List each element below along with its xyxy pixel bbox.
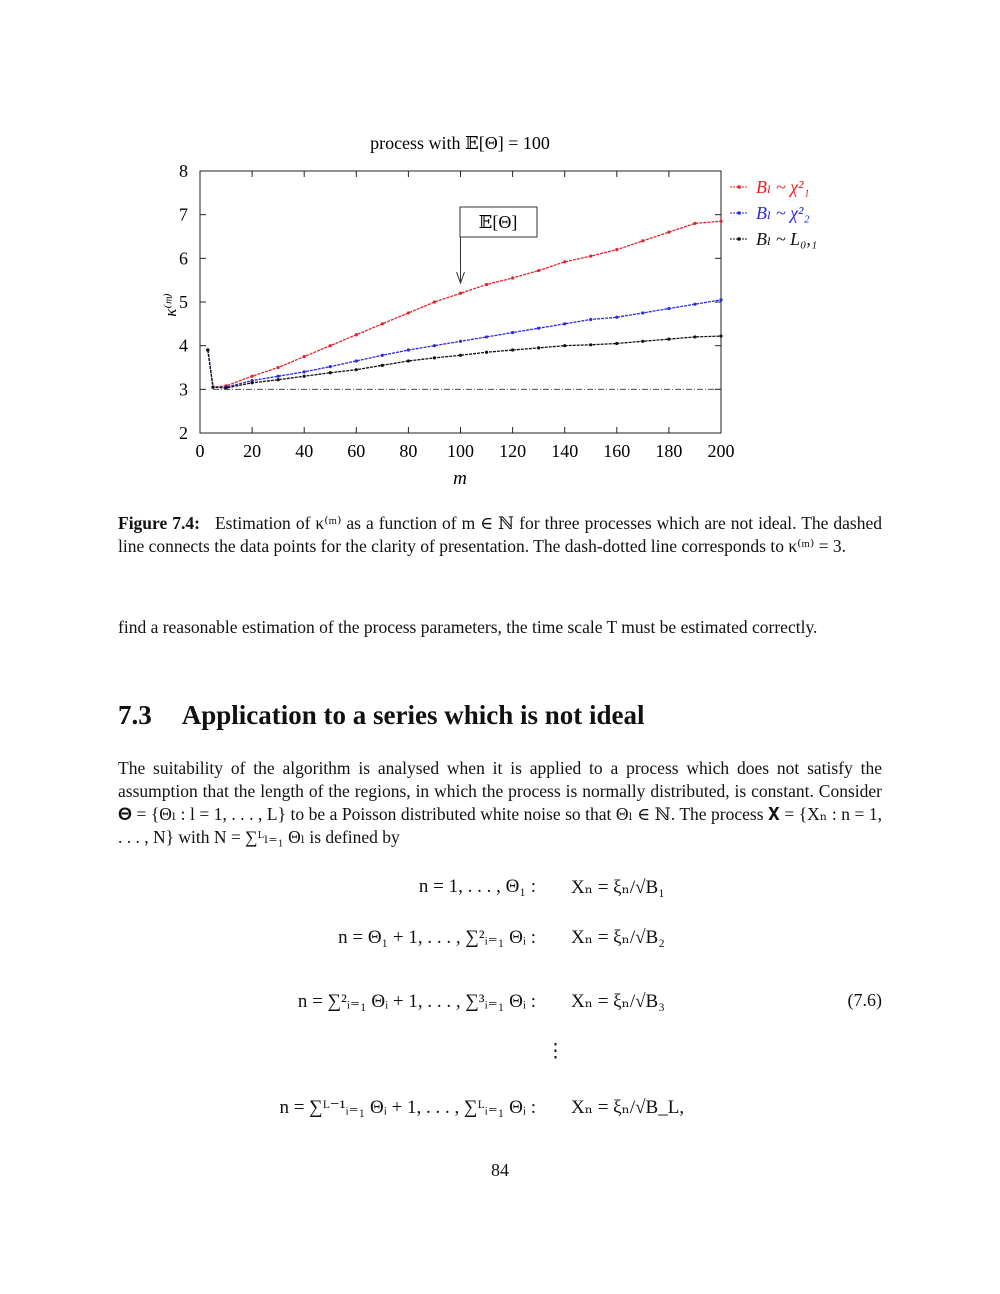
data-point [563, 344, 566, 347]
data-point [303, 370, 306, 373]
equation-rhs: Xₙ = ξₙ/√B₁ [571, 877, 665, 898]
data-point [355, 359, 358, 362]
vertical-ellipsis: ⋮ [546, 1041, 565, 1062]
y-tick-label: 6 [179, 248, 188, 269]
data-point [641, 239, 644, 242]
figure-caption [118, 512, 882, 558]
equation-lhs: n = Θ₁ + 1, . . . , ∑²ᵢ₌₁ Θᵢ : [338, 927, 536, 948]
section-heading [118, 700, 645, 731]
data-point [667, 338, 670, 341]
data-point [329, 344, 332, 347]
data-point [211, 386, 214, 389]
series-line [208, 336, 721, 388]
data-point [511, 276, 514, 279]
caption-text: Estimation of κ⁽ᵐ⁾ as a function of m ∈ ℕ for three processes which are not ideal. The dashed line connects the data points for the clarity of presentation. The dash-dotted line corresponds to κ⁽ᵐ⁾ = 3. [118, 513, 883, 556]
x-tick-label: 100 [447, 441, 474, 461]
data-point [615, 248, 618, 251]
x-tick-label: 180 [655, 441, 683, 461]
data-point [641, 340, 644, 343]
data-point [381, 354, 384, 357]
data-point [329, 371, 332, 374]
caption-label: Figure 7.4: [118, 513, 200, 533]
x-axis-label: m [453, 468, 467, 489]
data-point [615, 342, 618, 345]
legend-entry: Bₗ ~ χ²₂ [756, 203, 810, 223]
equation-number: (7.6) [847, 990, 882, 1010]
data-point [277, 378, 280, 381]
data-point [537, 346, 540, 349]
data-point [719, 220, 722, 223]
data-point [719, 298, 722, 301]
data-point [693, 303, 696, 306]
chart-title: process with 𝔼[Θ] = 100 [370, 133, 550, 153]
series-line [208, 221, 721, 387]
data-point [459, 354, 462, 357]
data-point [303, 355, 306, 358]
x-tick-label: 80 [399, 441, 418, 461]
data-point [381, 364, 384, 367]
data-point [693, 222, 696, 225]
equation-lhs: n = 1, . . . , Θ₁ : [418, 876, 536, 897]
x-tick-label: 20 [243, 441, 262, 461]
data-point [667, 307, 670, 310]
legend-marker [737, 211, 741, 215]
section-number: 7.3 [118, 700, 152, 730]
data-point [407, 311, 410, 314]
data-point [355, 333, 358, 336]
data-point [641, 311, 644, 314]
data-point [537, 327, 540, 330]
data-point [485, 351, 488, 354]
data-point [589, 343, 592, 346]
equation-rhs: Xₙ = ξₙ/√B₂ [571, 927, 665, 948]
data-point [693, 335, 696, 338]
data-point [355, 368, 358, 371]
y-tick-label: 8 [179, 161, 188, 181]
data-point [485, 335, 488, 338]
x-tick-label: 0 [195, 441, 205, 461]
y-tick-label: 2 [179, 423, 188, 443]
data-point [251, 375, 254, 378]
page-number: 84 [491, 1160, 509, 1180]
data-point [206, 348, 209, 351]
data-point [563, 260, 566, 263]
x-tick-label: 200 [707, 441, 735, 461]
equation-rhs: Xₙ = ξₙ/√B_L, [571, 1097, 685, 1118]
y-tick-label: 3 [179, 379, 188, 400]
equation-lhs: n = ∑²ᵢ₌₁ Θᵢ + 1, . . . , ∑³ᵢ₌₁ Θᵢ : [297, 991, 536, 1012]
equation-rhs: Xₙ = ξₙ/√B₃ [571, 991, 665, 1012]
x-tick-label: 120 [499, 441, 527, 461]
y-tick-label: 5 [179, 292, 188, 312]
data-point [511, 331, 514, 334]
x-tick-label: 160 [603, 441, 631, 461]
data-point [589, 318, 592, 321]
data-point [433, 344, 436, 347]
x-tick-label: 40 [295, 441, 314, 461]
data-point [303, 375, 306, 378]
data-point [511, 348, 514, 351]
x-tick-label: 60 [347, 441, 366, 461]
chart [0, 0, 1000, 500]
y-tick-label: 4 [179, 335, 188, 356]
data-point [381, 322, 384, 325]
equation-lhs: n = ∑ᴸ⁻¹ᵢ₌₁ Θᵢ + 1, . . . , ∑ᴸᵢ₌₁ Θᵢ : [279, 1097, 536, 1118]
data-point [277, 366, 280, 369]
data-point [589, 255, 592, 258]
data-point [329, 365, 332, 368]
data-point [407, 359, 410, 362]
y-axis-label: κ⁽ᵐ⁾ [161, 293, 180, 317]
data-point [719, 334, 722, 337]
data-point [485, 283, 488, 286]
annotation-label: 𝔼[Θ] [478, 212, 518, 232]
paragraph: The suitability of the algorithm is analysed when it is applied to a process which does not satisfy the assumption that the length of the regions, in which the process is normally distributed, is constant. Consider 𝚯 = {Θₗ : l = 1, . . . , L} to be a Poisson distributed white noise so that Θₗ ∈ ℕ. The process 𝐗 = {Xₙ : n = 1, . . . , N} with N = ∑ᴸₗ₌₁ Θₗ is defined by [118, 758, 882, 847]
legend-entry: Bₗ ~ L₀,₁ [756, 229, 818, 249]
data-point [277, 375, 280, 378]
data-point [667, 231, 670, 234]
data-point [224, 386, 227, 389]
x-tick-label: 140 [551, 441, 579, 461]
data-point [251, 381, 254, 384]
legend-marker [737, 185, 741, 189]
section-title: Application to a series which is not ideal [181, 700, 645, 730]
legend-marker [737, 237, 741, 241]
data-point [459, 292, 462, 295]
data-point [407, 348, 410, 351]
y-tick-label: 7 [179, 204, 188, 225]
data-point [433, 300, 436, 303]
data-point [563, 322, 566, 325]
data-point [433, 356, 436, 359]
data-point [615, 316, 618, 319]
data-point [459, 340, 462, 343]
legend-entry: Bₗ ~ χ²₁ [756, 177, 810, 197]
data-point [537, 269, 540, 272]
paragraph: find a reasonable estimation of the process parameters, the time scale T must be estimated correctly. [118, 617, 818, 637]
